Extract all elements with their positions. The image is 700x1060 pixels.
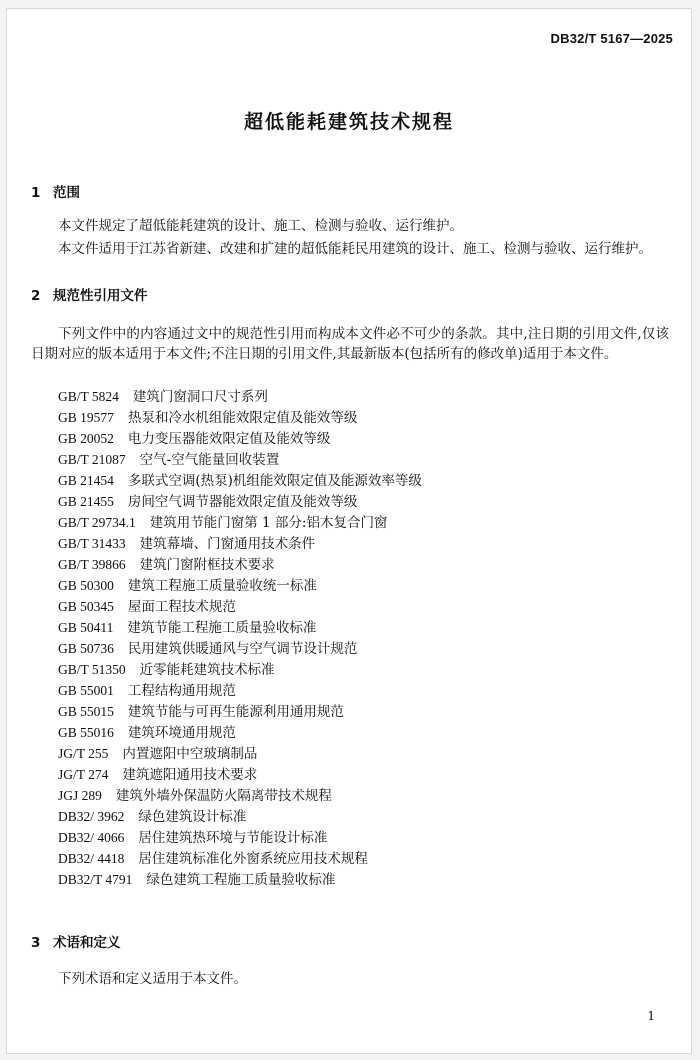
reference-title: 建筑工程施工质量验收统一标准 (127, 578, 317, 594)
reference-title: 居住建筑标准化外窗系统应用技术规程 (138, 851, 368, 867)
reference-code: JG/T 255 (58, 746, 109, 761)
reference-code: GB/T 5824 (58, 389, 119, 404)
section-1-heading (31, 181, 80, 201)
standard-code: DB32/T 5167—2025 (550, 31, 673, 46)
section-title: 范围 (53, 185, 80, 201)
reference-title: 电力变压器能效限定值及能效等级 (127, 431, 331, 447)
reference-title: 内置遮阳中空玻璃制品 (122, 746, 258, 762)
reference-code: GB 55001 (58, 683, 114, 698)
section-2-heading (31, 284, 148, 304)
reference-item (58, 575, 422, 596)
reference-item (58, 848, 422, 869)
reference-title: 建筑外墙外保温防火隔离带技术规程 (115, 788, 332, 804)
page-number: 1 (647, 1009, 655, 1023)
document-page (6, 8, 692, 1054)
reference-code: GB/T 31433 (58, 536, 126, 551)
reference-code: DB32/ 4418 (58, 851, 125, 866)
reference-item (58, 470, 422, 491)
reference-code: GB 50345 (58, 599, 114, 614)
reference-item (58, 701, 422, 722)
reference-code: GB/T 51350 (58, 662, 126, 677)
reference-item (58, 743, 422, 764)
reference-title: 多联式空调(热泵)机组能效限定值及能源效率等级 (127, 473, 422, 489)
reference-code: DB32/T 4791 (58, 872, 133, 887)
reference-item (58, 806, 422, 827)
reference-code: JG/T 274 (58, 767, 109, 782)
reference-code: GB/T 39866 (58, 557, 126, 572)
reference-code: GB 21454 (58, 473, 114, 488)
section-number: 1 (31, 185, 41, 201)
reference-title: 绿色建筑设计标准 (138, 809, 247, 825)
reference-item (58, 512, 422, 533)
reference-item (58, 617, 422, 638)
reference-code: DB32/ 3962 (58, 809, 125, 824)
reference-item (58, 827, 422, 848)
reference-item (58, 491, 422, 512)
reference-code: GB 55016 (58, 725, 114, 740)
section-title: 术语和定义 (53, 935, 121, 951)
reference-title: 建筑节能工程施工质量验收标准 (127, 620, 317, 636)
reference-code: GB/T 29734.1 (58, 515, 136, 530)
reference-title: 建筑节能与可再生能源利用通用规范 (127, 704, 344, 720)
reference-title: 热泵和冷水机组能效限定值及能效等级 (127, 410, 358, 426)
reference-list (58, 386, 422, 890)
reference-title: 工程结构通用规范 (127, 683, 236, 699)
reference-item (58, 533, 422, 554)
section-3-heading (31, 931, 121, 951)
reference-item (58, 449, 422, 470)
reference-title: 建筑门窗洞口尺寸系列 (132, 389, 268, 405)
reference-code: GB 55015 (58, 704, 114, 719)
reference-item (58, 407, 422, 428)
reference-code: GB/T 21087 (58, 452, 126, 467)
reference-code: GB 20052 (58, 431, 114, 446)
reference-title: 居住建筑热环境与节能设计标准 (138, 830, 328, 846)
reference-item (58, 596, 422, 617)
reference-title: 房间空气调节器能效限定值及能效等级 (127, 494, 358, 510)
reference-code: GB 50411 (58, 620, 114, 635)
section-3-paragraph: 下列术语和定义适用于本文件。 (58, 971, 247, 987)
reference-code: GB 50300 (58, 578, 114, 593)
reference-item (58, 386, 422, 407)
reference-code: GB 19577 (58, 410, 114, 425)
reference-title: 绿色建筑工程施工质量验收标准 (146, 872, 336, 888)
reference-title: 建筑幕墙、门窗通用技术条件 (139, 536, 316, 552)
section-1-paragraph-1: 本文件规定了超低能耗建筑的设计、施工、检测与验收、运行维护。 (58, 218, 463, 234)
section-number: 3 (31, 935, 41, 951)
reference-item (58, 428, 422, 449)
reference-item (58, 638, 422, 659)
reference-code: GB 21455 (58, 494, 114, 509)
reference-title: 建筑遮阳通用技术要求 (122, 767, 258, 783)
section-1-paragraph-2: 本文件适用于江苏省新建、改建和扩建的超低能耗民用建筑的设计、施工、检测与验收、运行维护。 (58, 241, 652, 257)
reference-item (58, 554, 422, 575)
reference-code: GB 50736 (58, 641, 114, 656)
reference-title: 建筑用节能门窗第 1 部分:铝木复合门窗 (149, 515, 388, 531)
reference-item (58, 785, 422, 806)
section-number: 2 (31, 288, 41, 304)
reference-code: DB32/ 4066 (58, 830, 125, 845)
reference-title: 建筑门窗附框技术要求 (139, 557, 275, 573)
reference-title: 空气-空气能量回收装置 (139, 452, 280, 468)
reference-item (58, 680, 422, 701)
reference-item (58, 869, 422, 890)
reference-item (58, 722, 422, 743)
reference-item (58, 764, 422, 785)
reference-title: 近零能耗建筑技术标准 (139, 662, 275, 678)
reference-title: 民用建筑供暖通风与空气调节设计规范 (127, 641, 358, 657)
section-2-intro: 下列文件中的内容通过文中的规范性引用而构成本文件必不可少的条款。其中,注日期的引用文件,仅该日期对应的版本适用于本文件;不注日期的引用文件,其最新版本(包括所有的修改单)适用于本文件。 (31, 326, 669, 362)
reference-code: JGJ 289 (58, 788, 102, 803)
document-title: 超低能耗建筑技术规程 (243, 111, 454, 133)
reference-item (58, 659, 422, 680)
section-title: 规范性引用文件 (53, 288, 148, 304)
reference-title: 建筑环境通用规范 (127, 725, 236, 741)
reference-title: 屋面工程技术规范 (127, 599, 236, 615)
